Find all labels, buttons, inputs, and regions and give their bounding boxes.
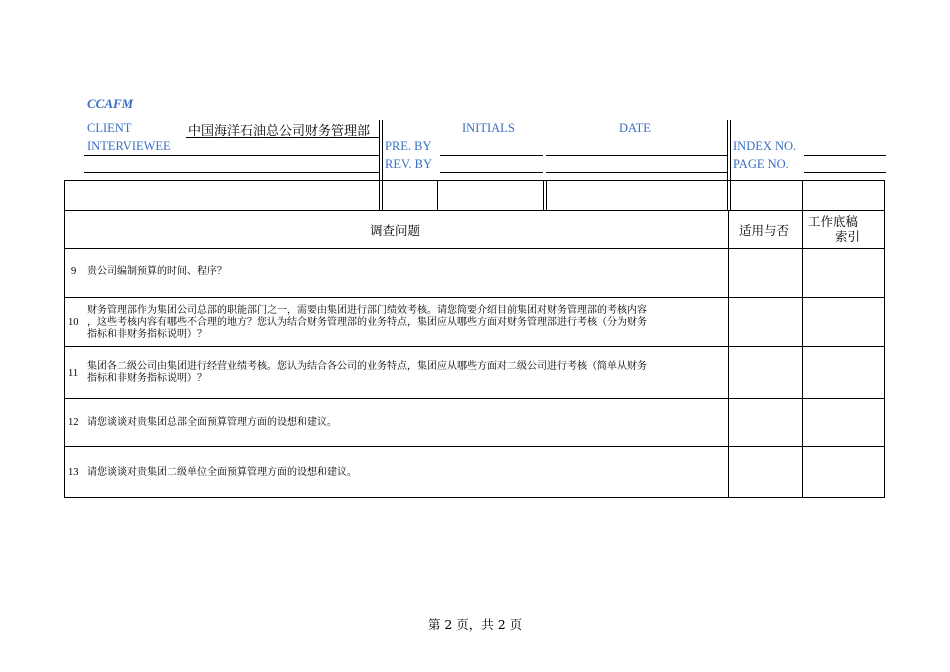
question-text: [87, 361, 647, 385]
question-number: 10: [68, 317, 79, 328]
question-line: 请您谈谈对贵集团总部全面预算管理方面的设想和建议。: [87, 417, 337, 428]
question-number: 11: [68, 368, 79, 379]
interviewee-underline: [84, 155, 379, 156]
question-text: [87, 266, 227, 278]
question-line: 请您谈谈对贵集团二级单位全面预算管理方面的设想和建议。: [87, 467, 357, 478]
client-value: 中国海洋石油总公司财务管理部: [188, 124, 371, 139]
question-line: 财务管理部作为集团公司总部的职能部门之一，需要由集团进行部门绩效考核。请您简要介绍目前集团对财务管理部的考核内容: [87, 305, 647, 316]
question-line: 集团各二级公司由集团进行经营业绩考核。您认为结合各公司的业务特点，集团应从哪些方面对二级公司进行考核（简单从财务: [87, 361, 647, 372]
signoff-divider: [437, 180, 438, 210]
page-no-line: [804, 172, 886, 173]
row-divider: [64, 398, 885, 399]
initials-label: INITIALS: [462, 121, 515, 135]
question-line: ，这些考核内容有哪些不合理的地方？您认为结合财务管理部的业务特点，集团应从哪些方面对财务管理部进行考核（分为财务: [87, 317, 647, 328]
question-line: 指标和非财务指标说明）？: [87, 329, 207, 340]
pre-by-label: PRE. BY: [385, 139, 432, 153]
index-header-line1: 工作底稿: [808, 214, 859, 229]
page-no-label: PAGE NO.: [733, 157, 789, 171]
applicable-column-header: 适用与否: [739, 223, 790, 238]
client-underline: [186, 137, 379, 138]
row-divider: [64, 210, 885, 211]
signoff-divider: [802, 180, 803, 210]
question-number: 12: [68, 417, 79, 428]
company-logo: CCAFM: [87, 96, 134, 111]
question-column-header: 调查问题: [370, 223, 421, 238]
question-line: 贵公司编制预算的时间、程序？: [87, 266, 227, 277]
rev-by-label: REV. BY: [385, 157, 433, 171]
row-divider: [64, 346, 885, 347]
question-text: [87, 305, 647, 341]
client-label: CLIENT: [87, 121, 132, 135]
question-text: [87, 467, 357, 479]
date-label: DATE: [619, 121, 651, 135]
row-divider: [64, 248, 885, 249]
signoff-divider: [543, 180, 544, 210]
rev-by-initials-line: [440, 172, 543, 173]
signoff-divider: [546, 180, 547, 210]
pre-by-initials-line: [440, 155, 543, 156]
index-header-line2: 索引: [835, 229, 861, 244]
question-number: 9: [71, 266, 77, 277]
page-footer: 第 2 页，共 2 页: [427, 617, 523, 632]
header-underline: [84, 172, 379, 173]
row-divider: [64, 297, 885, 298]
question-line: 指标和非财务指标说明）？: [87, 373, 207, 384]
question-number: 13: [68, 467, 79, 478]
pre-by-date-line: [546, 155, 728, 156]
question-text: [87, 417, 337, 429]
interviewee-label: INTERVIEWEE: [87, 139, 171, 153]
index-column-header: [808, 214, 860, 244]
row-divider: [64, 446, 885, 447]
column-divider: [802, 210, 803, 498]
column-divider: [728, 210, 729, 498]
index-no-line: [804, 155, 886, 156]
rev-by-date-line: [546, 172, 728, 173]
index-no-label: INDEX NO.: [733, 139, 797, 153]
